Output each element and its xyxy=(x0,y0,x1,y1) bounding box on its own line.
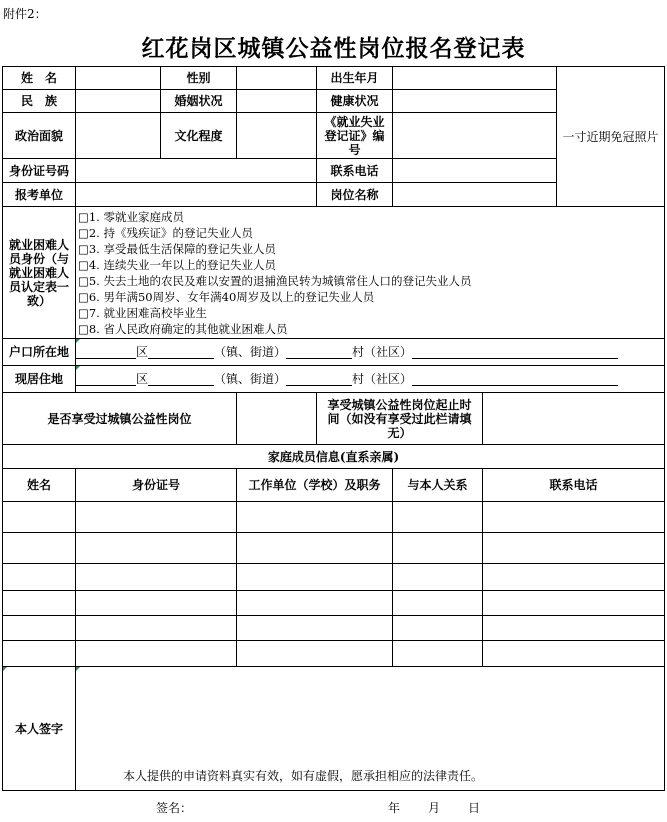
family-row xyxy=(3,502,665,533)
option-5[interactable]: □5. 失去土地的农民及难以安置的退捕渔民转为城镇常住人口的登记失业人员 xyxy=(78,273,472,288)
input-education[interactable] xyxy=(237,113,317,159)
label-enjoyed: 是否享受过城镇公益性岗位 xyxy=(3,393,237,445)
family-row xyxy=(3,564,665,591)
input-enjoyed[interactable] xyxy=(237,393,317,445)
input-position-name[interactable] xyxy=(393,183,557,207)
input-political[interactable] xyxy=(76,113,161,159)
input-id-number[interactable] xyxy=(76,159,317,183)
option-7[interactable]: □7. 就业困难高校毕业生 xyxy=(78,305,207,320)
date-month: 月 xyxy=(428,800,441,815)
input-gender[interactable] xyxy=(237,67,317,90)
family-row xyxy=(3,641,665,667)
label-health: 健康状况 xyxy=(317,90,393,113)
option-2[interactable]: □2. 持《残疾证》的登记失业人员 xyxy=(78,225,253,240)
option-8[interactable]: □8. 省人民政府确定的其他就业困难人员 xyxy=(78,321,288,336)
label-marital: 婚姻状况 xyxy=(161,90,237,113)
input-marital[interactable] xyxy=(237,90,317,113)
hukou-village: 村（社区） xyxy=(352,345,413,359)
hukou-district: 区 xyxy=(136,345,149,359)
label-ethnicity: 民 族 xyxy=(3,90,76,113)
residence-town: （镇、街道） xyxy=(214,372,287,386)
label-unemp-cert: 《就业失业登记证》编号 xyxy=(317,113,393,159)
label-education: 文化程度 xyxy=(161,113,237,159)
input-health[interactable] xyxy=(393,90,557,113)
attachment-label: 附件2： xyxy=(3,7,47,21)
input-birth[interactable] xyxy=(393,67,557,90)
family-col-phone: 联系电话 xyxy=(483,469,665,502)
residence-address[interactable] xyxy=(76,366,665,393)
date-day: 日 xyxy=(468,800,481,815)
family-row xyxy=(3,533,665,564)
family-col-name: 姓名 xyxy=(3,469,76,502)
family-col-relation: 与本人关系 xyxy=(393,469,483,502)
family-header: 家庭成员信息(直系亲属) xyxy=(3,445,665,469)
input-phone[interactable] xyxy=(393,159,557,183)
option-4[interactable]: □4. 连续失业一年以上的登记失业人员 xyxy=(78,257,276,272)
photo-label: 一寸近期免冠照片 xyxy=(562,129,659,144)
label-id-number: 身份证号码 xyxy=(3,159,76,183)
option-3[interactable]: □3. 享受最低生活保障的登记失业人员 xyxy=(78,241,276,256)
label-birth: 出生年月 xyxy=(317,67,393,90)
label-phone: 联系电话 xyxy=(317,159,393,183)
residence-district: 区 xyxy=(136,372,149,386)
page-title: 红花岗区城镇公益性岗位报名登记表 xyxy=(141,36,526,62)
hukou-address[interactable] xyxy=(76,339,665,366)
input-ethnicity[interactable] xyxy=(76,90,161,113)
input-unemp-cert[interactable] xyxy=(393,113,557,159)
residence-village: 村（社区） xyxy=(352,372,413,386)
family-row xyxy=(3,591,665,616)
option-6[interactable]: □6. 男年满50周岁、女年满40周岁及以上的登记失业人员 xyxy=(78,289,375,304)
label-enjoy-time: 享受城镇公益性岗位起止时间（如没有享受过此栏请填无） xyxy=(317,393,483,445)
label-apply-unit: 报考单位 xyxy=(3,183,76,207)
declaration-text: 本人提供的申请资料真实有效，如有虚假，愿承担相应的法律责任。 xyxy=(123,768,484,783)
label-signature: 本人签字 xyxy=(3,667,76,791)
label-position-name: 岗位名称 xyxy=(317,183,393,207)
hukou-town: （镇、街道） xyxy=(214,345,287,359)
input-apply-unit[interactable] xyxy=(76,183,317,207)
label-name: 姓 名 xyxy=(3,67,76,90)
label-difficulty-identity: 就业困难人员身份（与就业困难人员认定表一致） xyxy=(3,207,76,339)
input-enjoy-time[interactable] xyxy=(483,393,665,445)
label-residence: 现居住地 xyxy=(3,366,76,393)
family-col-work: 工作单位（学校）及职务 xyxy=(237,469,393,502)
declaration-cell[interactable] xyxy=(76,667,665,815)
sign-label: 签名： xyxy=(156,800,193,815)
form-main xyxy=(2,66,665,815)
label-political: 政治面貌 xyxy=(3,113,76,159)
label-hukou: 户口所在地 xyxy=(3,339,76,366)
date-year: 年 xyxy=(388,800,401,815)
label-gender: 性别 xyxy=(161,67,237,90)
family-row xyxy=(3,616,665,641)
difficulty-options xyxy=(76,207,665,339)
option-1[interactable]: □1. 零就业家庭成员 xyxy=(78,209,184,224)
input-name[interactable] xyxy=(76,67,161,90)
family-col-id: 身份证号 xyxy=(76,469,237,502)
photo-box[interactable] xyxy=(557,67,665,207)
